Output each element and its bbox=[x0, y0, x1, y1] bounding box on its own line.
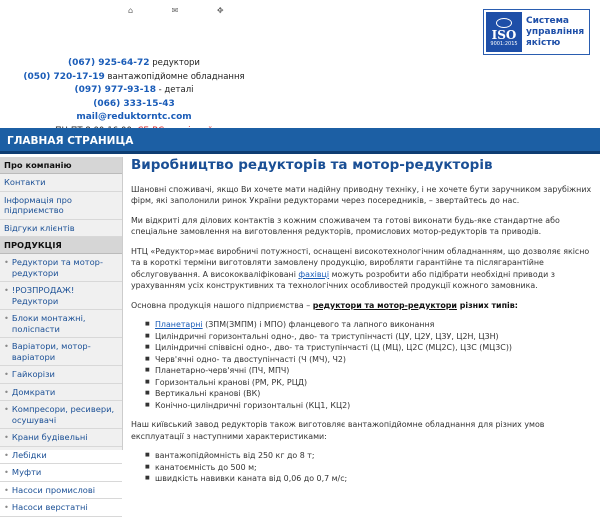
iso-certificate-badge bbox=[483, 9, 590, 55]
sidebar-item-label: Насоси верстатні bbox=[11, 502, 88, 512]
list-item: ■ Горизонтальні кранові (РМ, РК, РЦД) bbox=[145, 377, 593, 389]
list-item: ■ Циліндричні співвісні одно-, дво- та триступінчасті (Ц (МЦ), Ц2С (МЦ2С), Ц3С (МЦ3С)) bbox=[145, 342, 593, 354]
contact-line bbox=[0, 98, 268, 112]
iso-caption: Система управління якістю bbox=[526, 15, 585, 48]
sidebar-item-product[interactable] bbox=[0, 338, 122, 366]
reducers-link[interactable]: редуктори та мотор-редуктори bbox=[312, 300, 457, 310]
bullet-icon: • bbox=[4, 285, 9, 295]
contact-block bbox=[0, 57, 268, 138]
phone-link[interactable]: (050) 720-17-19 bbox=[23, 71, 105, 82]
bullet-icon: • bbox=[4, 502, 9, 512]
sidebar-item-label: Насоси промислові bbox=[11, 484, 96, 495]
sidebar-section-products: ПРОДУКЦІЯ bbox=[0, 237, 122, 254]
list-item: ■ Вертикальні кранові (ВК) bbox=[145, 388, 593, 400]
list-item: ■ вантажопідйомність від 250 кг до 8 т; bbox=[145, 450, 593, 462]
home-icon[interactable]: ⌂ bbox=[128, 6, 134, 15]
email-link[interactable]: mail@reduktorntc.com bbox=[76, 112, 192, 122]
bullet-icon: • bbox=[4, 313, 9, 323]
bullet-icon: • bbox=[4, 404, 9, 414]
list-item: ■ Конічно-циліндричні горизонтальні (КЦ1, КЦ2) bbox=[145, 400, 593, 412]
sidebar bbox=[0, 157, 123, 512]
planetary-link[interactable]: Планетарні bbox=[155, 320, 203, 329]
contact-line: (067) 925-64-72 редуктори bbox=[68, 58, 200, 68]
sidebar-item-product[interactable] bbox=[0, 464, 122, 482]
page-title: ГЛАВНАЯ СТРАНИЦА bbox=[7, 135, 134, 147]
specs-list bbox=[145, 450, 593, 485]
offer-paragraph: Ми відкриті для ділових контактів з кожним споживачем та готові виконати будь-яке стандартне або спеціальне замовлення на виготовлення редукторів, промислових мотор-редукторів та приводів. bbox=[131, 215, 560, 236]
main-content bbox=[131, 157, 593, 493]
bullet-icon: • bbox=[4, 449, 9, 460]
list-item: ■ швидкість навивки каната від 0,06 до 0,7 м/с; bbox=[145, 473, 593, 485]
sitemap-icon[interactable]: ✥ bbox=[216, 6, 224, 15]
page-banner bbox=[0, 128, 600, 154]
capabilities-paragraph: НТЦ «Редуктор»має виробничі потужності, оснащені високотехнологічним обладнанням, що дозволяє якісно та в короткі терміни виготовляти замовлену продукцію, виробляти гарантійне та післягарантійне обслуговування. А висококваліфіковані фахівці можуть розробити або підібрати необхідні приводи з урахуванням усіх конструктивних та технологічних особливостей продукції кожного замовника. bbox=[131, 246, 590, 290]
sidebar-item-label: Гайкорізи bbox=[11, 369, 55, 379]
bullet-icon: • bbox=[4, 257, 9, 267]
bullet-icon: • bbox=[4, 386, 9, 397]
bullet-icon: • bbox=[4, 341, 9, 351]
sidebar-item-label: !РОЗПРОДАЖ! Редуктори bbox=[11, 285, 75, 306]
sidebar-item-company-info[interactable]: Інформація про підприємство bbox=[0, 192, 122, 220]
contact-line: (050) 720-17-19 вантажопідйомне обладнання bbox=[23, 71, 245, 82]
sidebar-item-product[interactable] bbox=[0, 401, 122, 429]
list-item: ■ Циліндричні горизонтальні одно-, дво- та триступінчасті (ЦУ, Ц2У, Ц3У, Ц2Н, Ц3Н) bbox=[145, 331, 593, 343]
list-item: ■ канатоємність до 500 м; bbox=[145, 462, 593, 474]
reducer-types-list bbox=[145, 319, 593, 411]
bullet-icon: • bbox=[4, 369, 9, 379]
top-icon-bar bbox=[128, 6, 260, 15]
sidebar-section-about[interactable]: Про компанію bbox=[0, 157, 122, 174]
contact-line: (097) 977-93-18 - деталі bbox=[74, 85, 194, 95]
list-item: ■ Планетарні (ЗПМ(ЗМПМ) і МПО) фланцевого та лапного виконання bbox=[145, 319, 593, 331]
mail-icon[interactable]: ✉ bbox=[171, 6, 179, 15]
sidebar-item-product[interactable] bbox=[0, 482, 122, 500]
sidebar-item-contacts[interactable]: Контакти bbox=[0, 174, 122, 192]
sidebar-item-product[interactable] bbox=[0, 499, 122, 517]
sidebar-item-label: Блоки монтажні, поліспасти bbox=[11, 313, 86, 334]
list-item: ■ Планетарно-черв'ячні (ПЧ, МПЧ) bbox=[145, 365, 593, 377]
sidebar-item-label: Редуктори та мотор-редуктори bbox=[11, 257, 103, 278]
main-heading: Виробництво редукторів та мотор-редукторів bbox=[131, 157, 493, 173]
sidebar-item-product[interactable] bbox=[0, 310, 122, 338]
sidebar-item-reviews[interactable]: Відгуки клієнтів bbox=[0, 220, 122, 238]
lifting-paragraph: Наш київський завод редукторів також виготовляє вантажопідйомне обладнання для різних умов експлуатації з наступними характеристиками: bbox=[131, 420, 545, 441]
sidebar-item-product[interactable] bbox=[0, 447, 122, 465]
bullet-icon: • bbox=[4, 484, 9, 495]
phone-link[interactable]: (066) 333-15-43 bbox=[93, 98, 175, 109]
sidebar-item-label: Варіатори, мотор-варіатори bbox=[11, 341, 91, 362]
bullet-icon: • bbox=[4, 432, 9, 442]
sidebar-item-label: Компресори, ресивери, осушувачі bbox=[11, 404, 115, 425]
products-intro: Основна продукція нашого підприємства – редуктори та мотор-редуктори різних типів: bbox=[131, 300, 518, 310]
phone-link[interactable]: (097) 977-93-18 bbox=[74, 85, 156, 95]
sidebar-item-product[interactable] bbox=[0, 254, 122, 282]
iso-logo: ISO 9001:2015 bbox=[486, 12, 522, 52]
sidebar-item-label: Крани будівельні bbox=[11, 432, 88, 442]
specialists-link[interactable]: фахівці bbox=[298, 269, 330, 279]
intro-paragraph: Шановні споживачі, якщо Ви хочете мати надійну приводну техніку, і не хочете бути заручником зарубіжних фірм, які заполонили ринок України редукторами через посередників, – звертайтесь до нас. bbox=[131, 184, 592, 205]
sidebar-item-label: Лебідки bbox=[11, 449, 47, 460]
list-item: ■ Черв'ячні одно- та двоступінчасті (Ч (МЧ), Ч2) bbox=[145, 354, 593, 366]
sidebar-item-product[interactable] bbox=[0, 429, 122, 447]
sidebar-item-label: Домкрати bbox=[11, 386, 56, 397]
sidebar-item-product[interactable] bbox=[0, 282, 122, 310]
bullet-icon: • bbox=[4, 467, 9, 477]
contact-line bbox=[0, 111, 268, 125]
phone-link[interactable]: (067) 925-64-72 bbox=[68, 58, 150, 68]
sidebar-item-product[interactable] bbox=[0, 384, 122, 402]
sidebar-item-label: Муфти bbox=[11, 467, 42, 477]
sidebar-item-product[interactable] bbox=[0, 366, 122, 384]
